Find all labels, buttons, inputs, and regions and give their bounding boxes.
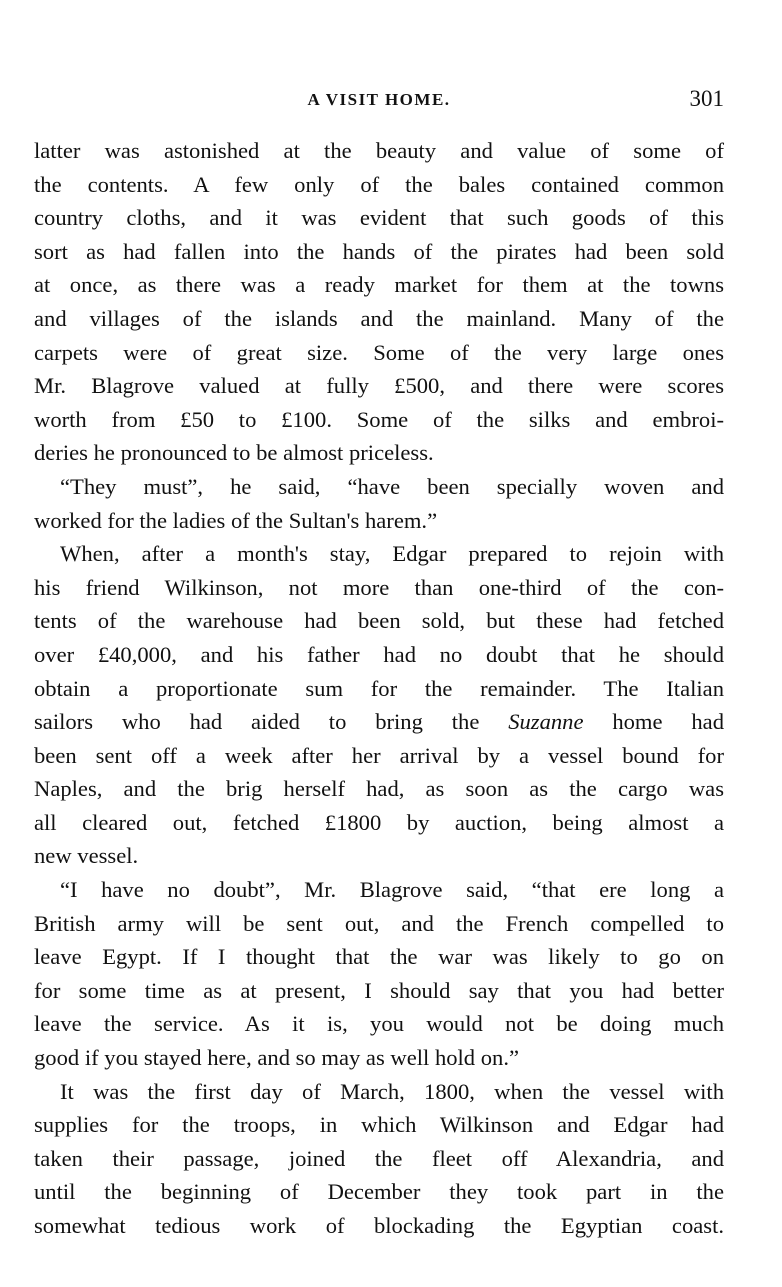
text-line: tents of the warehouse had been sold, but these had fetched — [34, 608, 724, 634]
text-line-with-ship-name — [34, 705, 724, 739]
text-line: new vessel. — [34, 843, 139, 869]
text-line: latter was astonished at the beauty and value of some of — [34, 138, 724, 163]
text-line: British army will be sent out, and the French compelled to — [34, 910, 724, 936]
text-line: somewhat tedious work of blockading the Egyptian coast. — [34, 1213, 724, 1238]
text-line: been sent off a week after her arrival by a vessel bound for — [34, 742, 724, 768]
text-line: and villages of the islands and the mainland. Many of the — [34, 305, 724, 331]
paragraph-4 — [34, 873, 724, 1075]
text-line: the contents. A few only of the bales contained common — [34, 171, 724, 197]
text-line: “They must”, he said, “have been specially woven and — [60, 473, 724, 499]
text-line: obtain a proportionate sum for the remainder. The Italian — [34, 675, 724, 701]
text-line: until the beginning of December they took part in the — [34, 1179, 724, 1205]
page-header — [34, 86, 724, 116]
body-text — [34, 134, 724, 1243]
text-line: It was the first day of March, 1800, when the vessel with — [60, 1078, 724, 1104]
text-line: at once, as there was a ready market for them at the towns — [34, 272, 724, 298]
text-line: leave the service. As it is, you would not be doing much — [34, 1011, 724, 1037]
text-line: Mr. Blagrove valued at fully £500, and there were scores — [34, 373, 724, 399]
paragraph-1 — [34, 134, 724, 470]
running-title: A VISIT HOME. — [307, 90, 451, 109]
text-segment: home had — [583, 709, 724, 735]
paragraph-3 — [34, 537, 724, 873]
text-line: for some time as at present, I should say that you had better — [34, 977, 724, 1003]
text-line: worked for the ladies of the Sultan's harem.” — [34, 507, 438, 533]
text-line: country cloths, and it was evident that such goods of this — [34, 205, 724, 231]
text-line: taken their passage, joined the fleet off Alexandria, and — [34, 1145, 724, 1171]
text-line: When, after a month's stay, Edgar prepared to rejoin with — [60, 541, 724, 567]
page-number: 301 — [689, 86, 724, 111]
text-line: deries he pronounced to be almost priceless. — [34, 440, 434, 466]
text-line: “I have no doubt”, Mr. Blagrove said, “that ere long a — [60, 877, 724, 903]
text-line: worth from £50 to £100. Some of the silks and embroi- — [34, 406, 724, 432]
text-line: good if you stayed here, and so may as well hold on.” — [34, 1045, 520, 1071]
text-line: supplies for the troops, in which Wilkinson and Edgar had — [34, 1112, 724, 1138]
text-line: leave Egypt. If I thought that the war was likely to go on — [34, 944, 724, 970]
paragraph-5 — [34, 1075, 724, 1243]
text-line: sort as had fallen into the hands of the pirates had been sold — [34, 238, 724, 264]
text-line: Naples, and the brig herself had, as soon as the cargo was — [34, 776, 724, 802]
paragraph-2 — [34, 470, 724, 537]
text-segment: sailors who had aided to bring the — [34, 709, 509, 735]
ship-name: Suzanne — [508, 709, 584, 735]
text-line: over £40,000, and his father had no doubt that he should — [34, 641, 724, 667]
text-line: all cleared out, fetched £1800 by auction, being almost a — [34, 809, 724, 835]
text-line: his friend Wilkinson, not more than one-third of the con- — [34, 574, 724, 600]
text-line: carpets were of great size. Some of the very large ones — [34, 339, 724, 365]
